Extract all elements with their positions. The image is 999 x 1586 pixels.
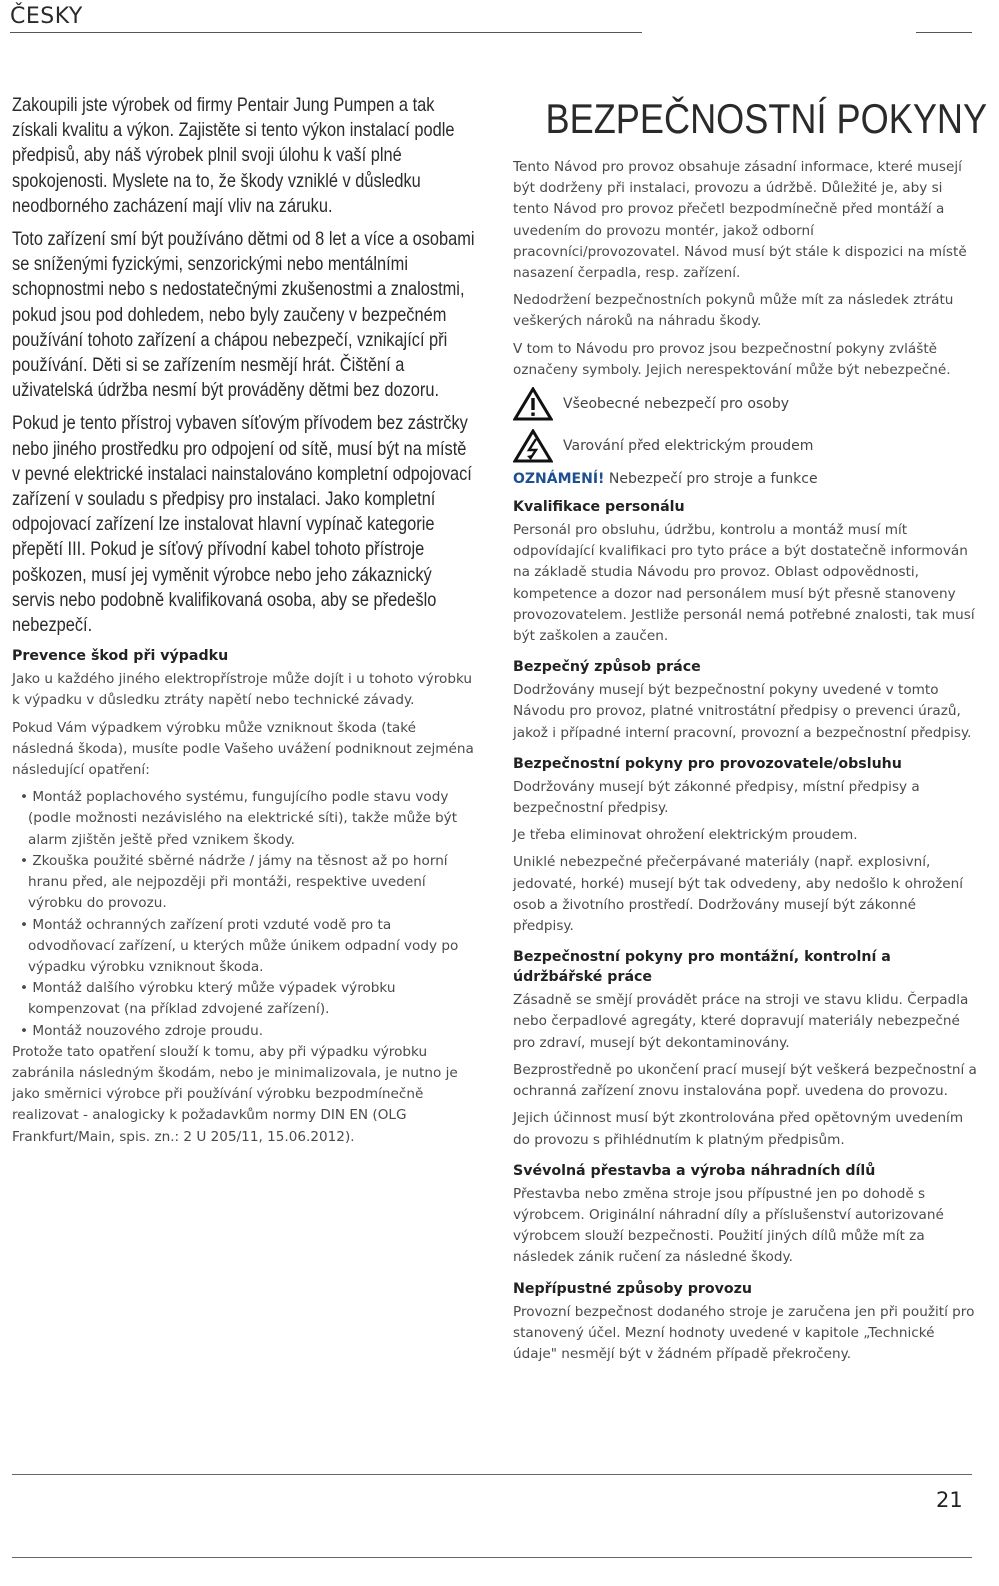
prevention-paragraph-2: Pokud Vám výpadkem výrobku může vzniknout škoda (také následná škoda), musíte podle Vašeho uvážení podniknout zejména následující opatření: <box>12 719 474 779</box>
footer-rule <box>12 1474 972 1475</box>
section-paragraph: Je třeba eliminovat ohrožení elektrickým proudem. <box>513 827 858 844</box>
section-paragraph: Dodržovány musejí být bezpečnostní pokyny uvedené v tomto Návodu pro provoz, platné vnitrostátní předpisy o prevenci úrazů, jakož i případné interní pracovní, provozní a bezpečnostní předpisy. <box>513 682 972 741</box>
right-column <box>513 95 988 1371</box>
section-paragraph: Jejich účinnost musí být zkontrolována před opětovným uvedením do provozu s přihlédnutím k platným předpisům. <box>513 1110 964 1148</box>
symbol-general-label: Všeobecné nebezpečí pro osoby <box>563 396 790 413</box>
section-paragraph: Bezprostředně po ukončení prací musejí být veškerá bezpečnostní a ochranná zařízení znovu instalována popř. uvedena do provozu. <box>513 1061 977 1100</box>
section-heading: Nepřípustné způsoby provozu <box>513 1280 752 1297</box>
intro-paragraph: Zakoupili jste výrobek od firmy Pentair Jung Pumpen a tak získali kvalitu a výkon. Zajistěte si tento výkon instalací podle předpisů, aby náš výrobek plnil svoji úlohu k vaší plné spokojenosti. Myslete na to, že škody vzniklé v důsledku neodborného zacházení mají vliv na záruku. <box>12 94 455 217</box>
symbol-general <box>513 387 978 421</box>
closing-paragraph: Protože tato opatření slouží k tomu, aby při výpadku výrobku zabránila následným škodám, nebo je minimalizovala, je nutno je jako směrnici výrobce při používání výrobku bezpodmínečně realizovat - analogicky k požadavkům normy DIN EN (OLG Frankfurt/Main, spis. zn.: 2 U 205/11, 15.06.2012). <box>12 1043 458 1145</box>
page-title: BEZPEČNOSTNÍ POKYNY <box>545 95 988 142</box>
symbol-electric <box>513 429 978 463</box>
section-paragraph: Provozní bezpečnost dodaného stroje je zaručena jen při použití pro stanovený účel. Mezní hodnoty uvedené v kapitole „Technické údaje" nesmějí být v žádném případě překročeny. <box>513 1303 975 1362</box>
section-paragraph: Přestavba nebo změna stroje jsou přípustné jen po dohodě s výrobcem. Originální náhradní díly a příslušenství autorizované výrobcem slouží bezpečnosti. Použití jiných dílů může mít za následek zánik ručení za následné škody. <box>513 1185 944 1266</box>
notice-label: OZNÁMENÍ! <box>513 471 605 488</box>
list-item: • Montáž dalšího výrobku který může výpadek výrobku kompenzovat (na příklad zdvojené zařízení). <box>20 980 396 1018</box>
header-rule-right <box>916 32 972 33</box>
section-heading: Bezpečnostní pokyny pro provozovatele/obsluhu <box>513 755 902 772</box>
notice-line <box>513 471 978 487</box>
prevention-paragraph-1: Jako u každého jiného elektropřístroje může dojít i u tohoto výrobku k výpadku v důsledku ztráty napětí nebo technické závady. <box>12 671 473 709</box>
safety-intro-1: Tento Návod pro provoz obsahuje zásadní informace, které musejí být dodrženy při instalaci, provozu a údržbě. Důležité je, aby si tento Návod pro provoz přečetl bezpodmínečně před montáží a uvedením do provozu montér, jakož odborní pracovníci/provozovatel. Návod musí být stále k dispozici na místě nasazení čerpadla, resp. zařízení. <box>513 159 967 282</box>
bottom-rule <box>12 1557 972 1558</box>
safety-intro-2: Nedodržení bezpečnostních pokynů může mít za následek ztrátu veškerých nároků na náhradu škody. <box>513 292 954 330</box>
section-heading: Kvalifikace personálu <box>513 499 685 516</box>
disconnect-device-paragraph: Pokud je tento přístroj vybaven síťovým přívodem bez zástrčky nebo jiného prostředku pro odpojení od sítě, musí být na místě v pevné elektrické instalaci nainstalováno kompletní odpojovací zařízení v souladu s předpisy pro instalaci. Jako kompletní odpojovací zařízení lze instalovat hlavní vypínač kategorie přepětí III. Pokud je síťový přívodní kabel tohoto přístroje poškozen, musí jej vyměnit výrobce nebo jeho zákaznický servis nebo podobně kvalifikovaná osoba, aby se předešlo nebezpečí. <box>12 412 472 637</box>
section-heading: Svévolná přestavba a výroba náhradních dílů <box>513 1162 876 1179</box>
list-item: • Montáž ochranných zařízení proti vzduté vodě pro ta odvodňovací zařízení, u kterých může únikem odpadní vody po výpadku výrobku vzniknout škoda. <box>20 916 459 975</box>
left-column <box>12 93 478 1154</box>
section-paragraph: Zásadně se smějí provádět práce na stroji ve stavu klidu. Čerpadla nebo čerpadlové agregáty, které dopravují materiály nebezpečné pro zdraví, musejí být dekontaminovány. <box>513 992 969 1051</box>
children-usage-paragraph: Toto zařízení smí být používáno dětmi od 8 let a více a osobami se sníženými fyzickými, senzorickými nebo mentálními schopnostmi nebo s nedostatečnými zkušenostmi a znalostmi, pokud jsou pod dohledem, nebo byly zaučeny v bezpečném používání tohoto zařízení a chápou nebezpečí, vznikající při používání. Děti si se zařízením nesmějí hrát. Čištění a uživatelská údržba nesmí být prováděny dětmi bez dozoru. <box>12 228 475 402</box>
section-heading: Bezpečnostní pokyny pro montážní, kontrolní a údržbářské práce <box>513 949 891 986</box>
list-item: • Montáž poplachového systému, fungujícího podle stavu vody (podle možnosti nezávislého na elektrické síti), takže může být alarm zjištěn ještě před vznikem škody. <box>20 789 458 848</box>
language-header: ČESKY <box>10 4 83 29</box>
notice-text: Nebezpečí pro stroje a funkce <box>604 471 818 488</box>
list-item: • Montáž nouzového zdroje proudu. <box>20 1022 264 1039</box>
warning-triangle-icon <box>513 387 553 421</box>
section-paragraph: Personál pro obsluhu, údržbu, kontrolu a montáž musí mít odpovídající kvalifikaci pro tyto práce a být dostatečně informován na základě studia Návodu pro provoz. Oblast odpovědnosti, kompetence a dozor nad personálem musí být přesně stanoveny provozovatelem. Jestliže personál nemá potřebné znalosti, tak musí být zaškolen a zaučen. <box>513 522 975 645</box>
list-item: • Zkouška použité sběrné nádrže / jámy na těsnost až po horní hranu před, ale nejpozději při montáži, respektive uvedení výrobku do provozu. <box>20 852 448 912</box>
symbol-electric-label: Varování před elektrickým proudem <box>563 438 814 455</box>
page-number: 21 <box>936 1488 963 1512</box>
safety-intro-3: V tom to Návodu pro provoz jsou bezpečnostní pokyny zvláště označeny symboly. Jejich nerespektování může být nebezpečné. <box>513 340 951 378</box>
header-rule <box>10 32 642 33</box>
section-heading: Bezpečný způsob práce <box>513 659 701 676</box>
section-paragraph: Dodržovány musejí být zákonné předpisy, místní předpisy a bezpečnostní předpisy. <box>513 778 920 817</box>
prevention-heading: Prevence škod při výpadku <box>12 648 229 665</box>
section-paragraph: Uniklé nebezpečné přečerpávané materiály (např. explosivní, jedovaté, horké) musejí být tak odvedeny, aby nedošlo k ohrožení osob a životního prostředí. Dodržovány musejí být zákonné předpisy. <box>513 854 964 935</box>
electric-hazard-icon <box>513 429 553 463</box>
